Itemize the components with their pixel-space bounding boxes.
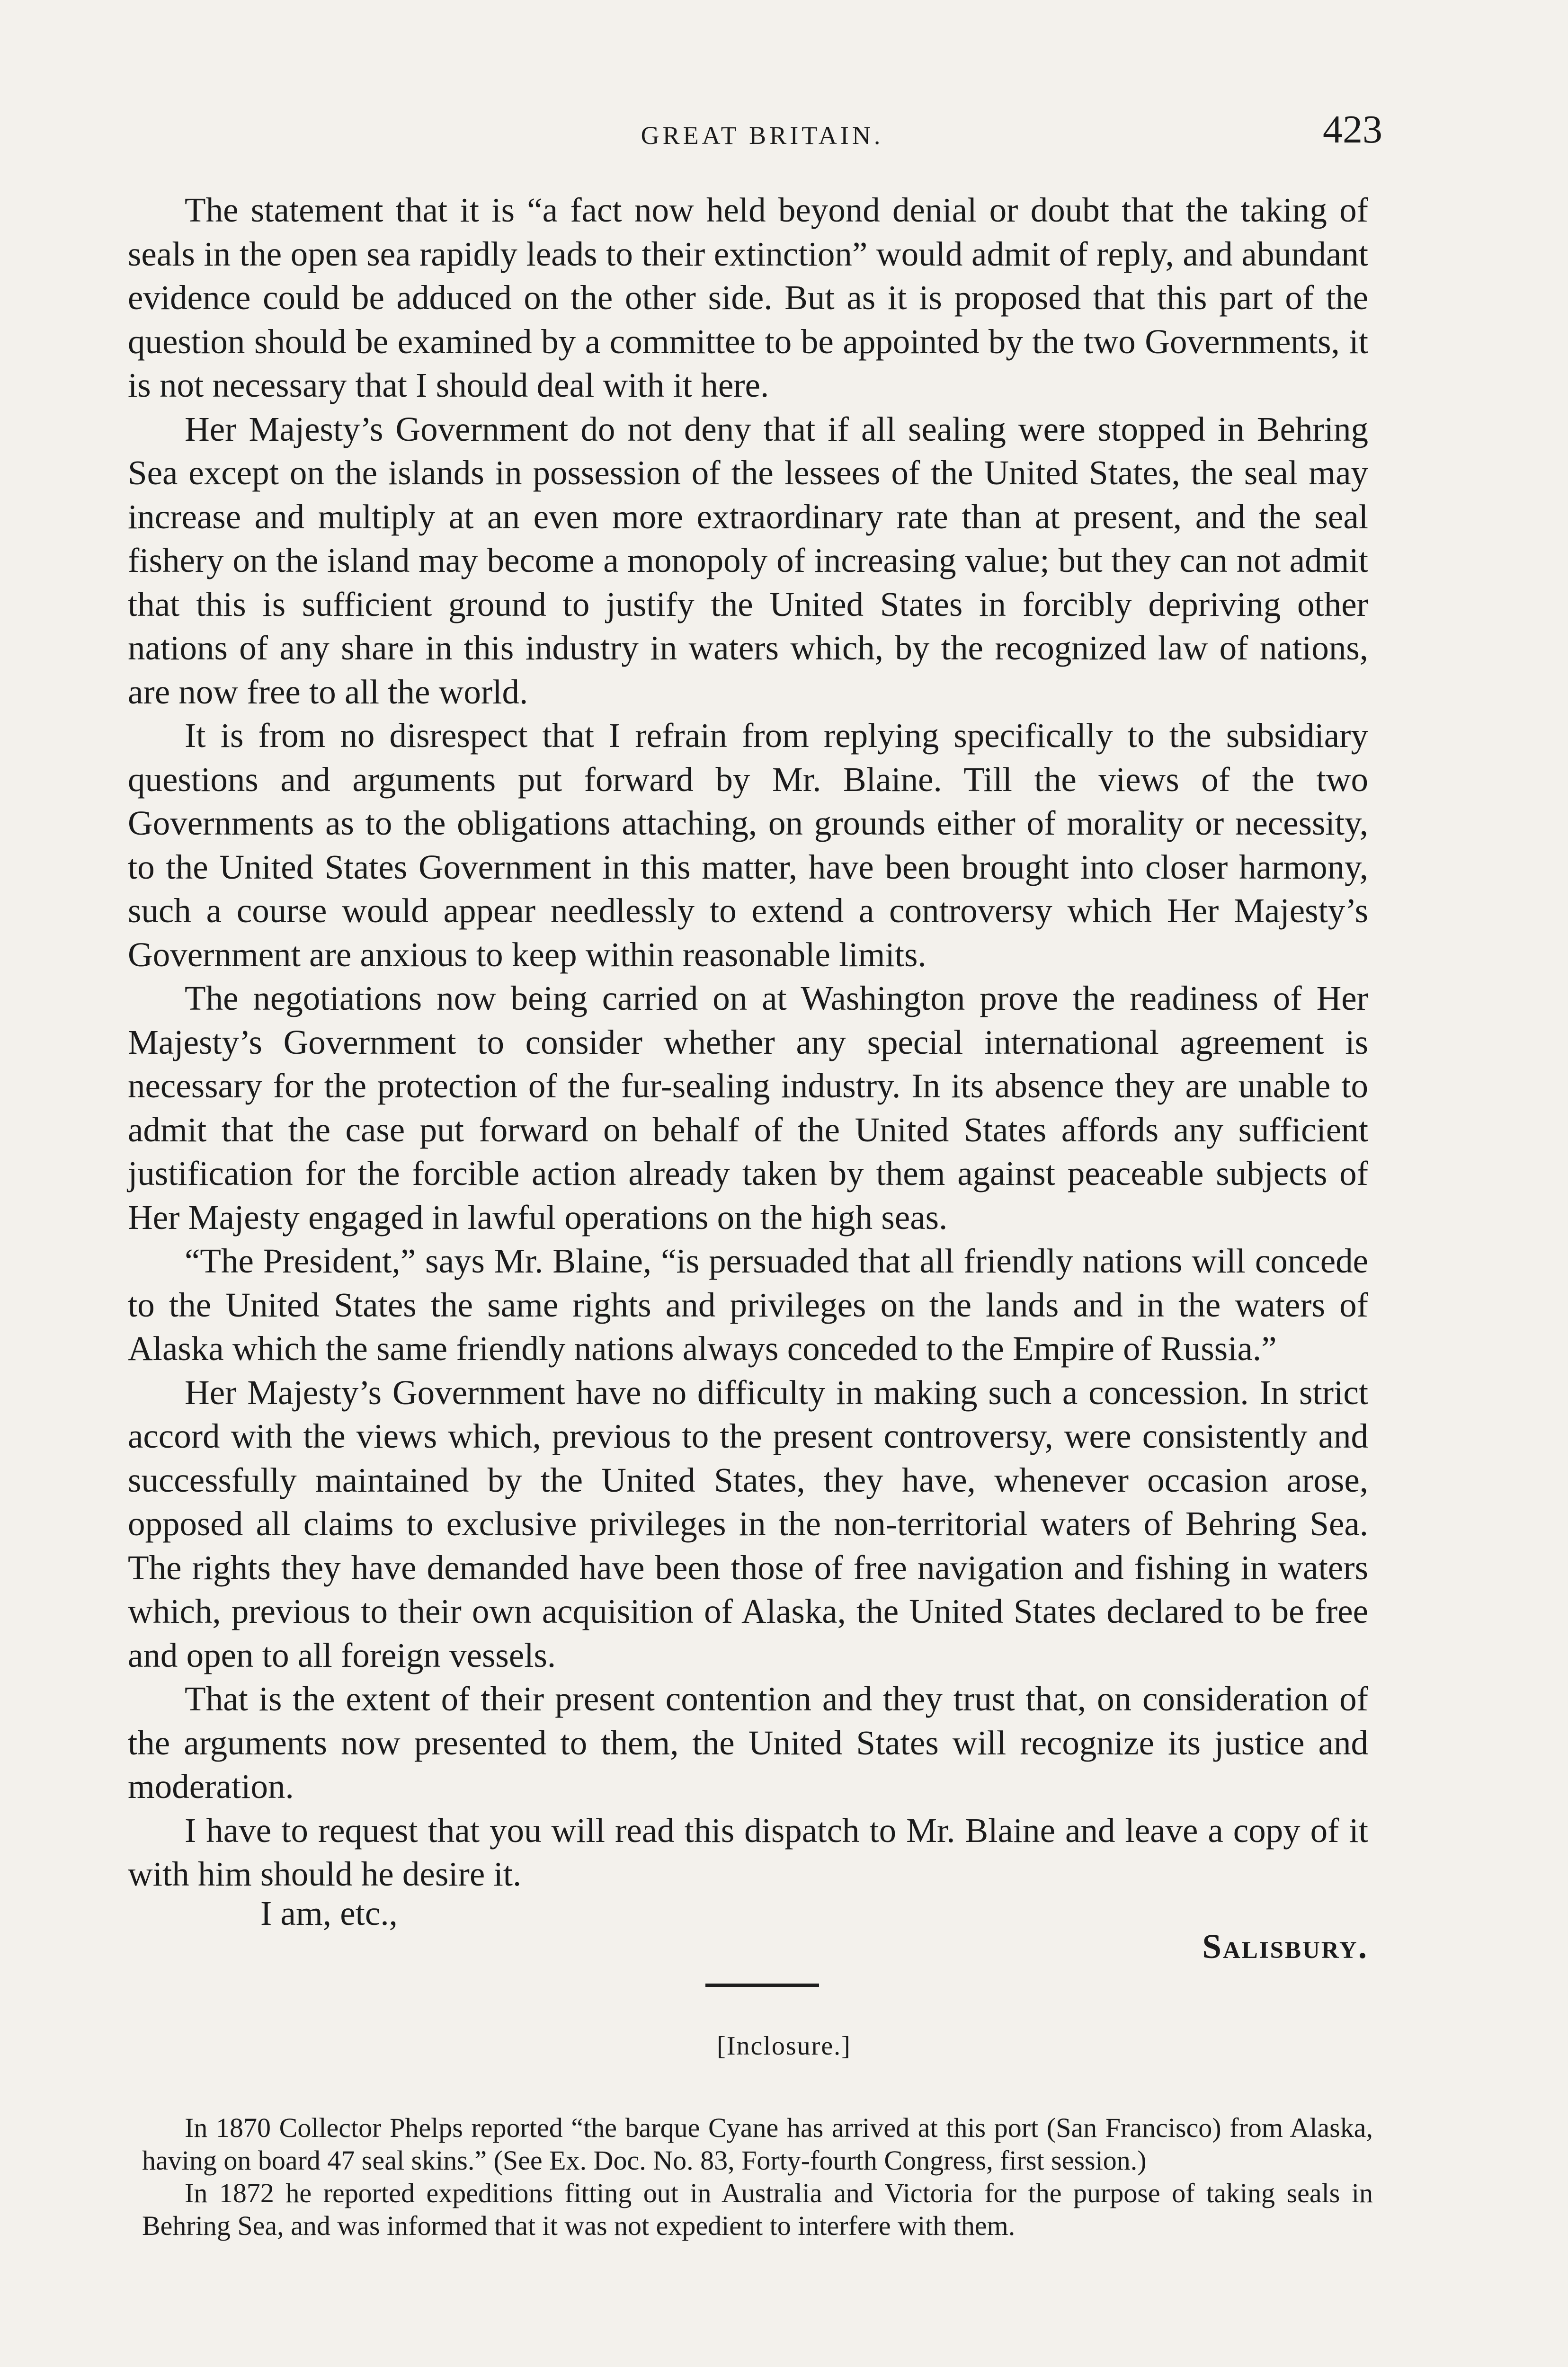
paragraph-subsidiary-questions: It is from no disrespect that I refrain from replying specifically to the subsidiary questions and arguments put forward by Mr. Blaine. Till the views of the two Governments as to the obligations attaching, on grounds either of morality or necessity, to the United States Government in this matter, have been brought into closer harmony, such a course would appear needlessly to extend a controversy which Her Majesty’s Government are anxious to keep within reasonable limits. — [128, 716, 1368, 974]
paragraph-negotiations: The negotiations now being carried on at Washington prove the readiness of Her Majesty’s Government to consider whether any special international agreement is necessary for the protection of the fur-sealing industry. In its absence they are unable to admit that the case put forward on behalf of the United States affords any sufficient justification for the forcible action already taken by them against peaceable subjects of Her Majesty engaged in lawful operations on the high seas. — [128, 979, 1368, 1237]
note-1870-report: In 1870 Collector Phelps reported “the barque Cyane has arrived at this port (San Francisco) from Alaska, having on board 47 seal skins.” (See Ex. Doc. No. 83, Forty-fourth Congress, first session.) — [142, 2112, 1373, 2176]
inclosure-notes — [142, 2111, 1373, 2242]
page-header — [142, 107, 1382, 163]
note-1872-report: In 1872 he reported expeditions fitting out in Australia and Victoria for the purpose of taking seals in Behring Sea, and was informed that it was not expedient to interfere with them. — [142, 2178, 1373, 2241]
inclosure-heading: [Inclosure.] — [717, 2031, 851, 2061]
page-number: 423 — [1323, 107, 1382, 151]
paragraph-president-quote: “The President,” says Mr. Blaine, “is persuaded that all friendly nations will concede to the United States the same rights and privileges on the lands and in the waters of Alaska which the same friendly nations always conceded to the Empire of Russia.” — [128, 1242, 1368, 1368]
paragraph-sealing-monopoly: Her Majesty’s Government do not deny that if all sealing were stopped in Behring Sea except on the islands in possession of the lessees of the United States, the seal may increase and multiply at an even more extraordinary rate than at present, and the seal fishery on the island may become a monopoly of increasing value; but they can not admit that this is sufficient ground to justify the United States in forcibly depriving other nations of any share in this industry in waters which, by the recognized law of nations, are now free to all the world. — [128, 409, 1368, 711]
paragraph-concession: Her Majesty’s Government have no difficulty in making such a concession. In strict accord with the views which, previous to the present controversy, were consistently and successfully maintained by the United States, they have, whenever occasion arose, opposed all claims to exclusive privileges in the non-territorial waters of Behring Sea. The rights they have demanded have been those of free navigation and fishing in waters which, previous to their own acquisition of Alaska, the United States declared to be free and open to all foreign vessels. — [128, 1373, 1368, 1674]
paragraph-extinction-claim: The statement that it is “a fact now held beyond denial or doubt that the taking of seals in the open sea rapidly leads to their extinction” would admit of reply, and abundant evidence could be adduced on the other side. But as it is proposed that this part of the question should be examined by a committee to be appointed by the two Governments, it is not necessary that I should deal with it here. — [128, 191, 1368, 404]
closing-salutation: I am, etc., — [260, 1894, 398, 1932]
paragraph-extent-of-contention: That is the extent of their present contention and they trust that, on consideration of the arguments now presented to them, the United States will recognize its justice and moderation. — [128, 1680, 1368, 1806]
dispatch-body — [128, 188, 1368, 1896]
running-head: GREAT BRITAIN. — [641, 121, 884, 150]
section-divider — [705, 1984, 819, 1987]
paragraph-request: I have to request that you will read this dispatch to Mr. Blaine and leave a copy of it with him should he desire it. — [128, 1811, 1368, 1893]
signature: Salisbury. — [1202, 1927, 1368, 1966]
